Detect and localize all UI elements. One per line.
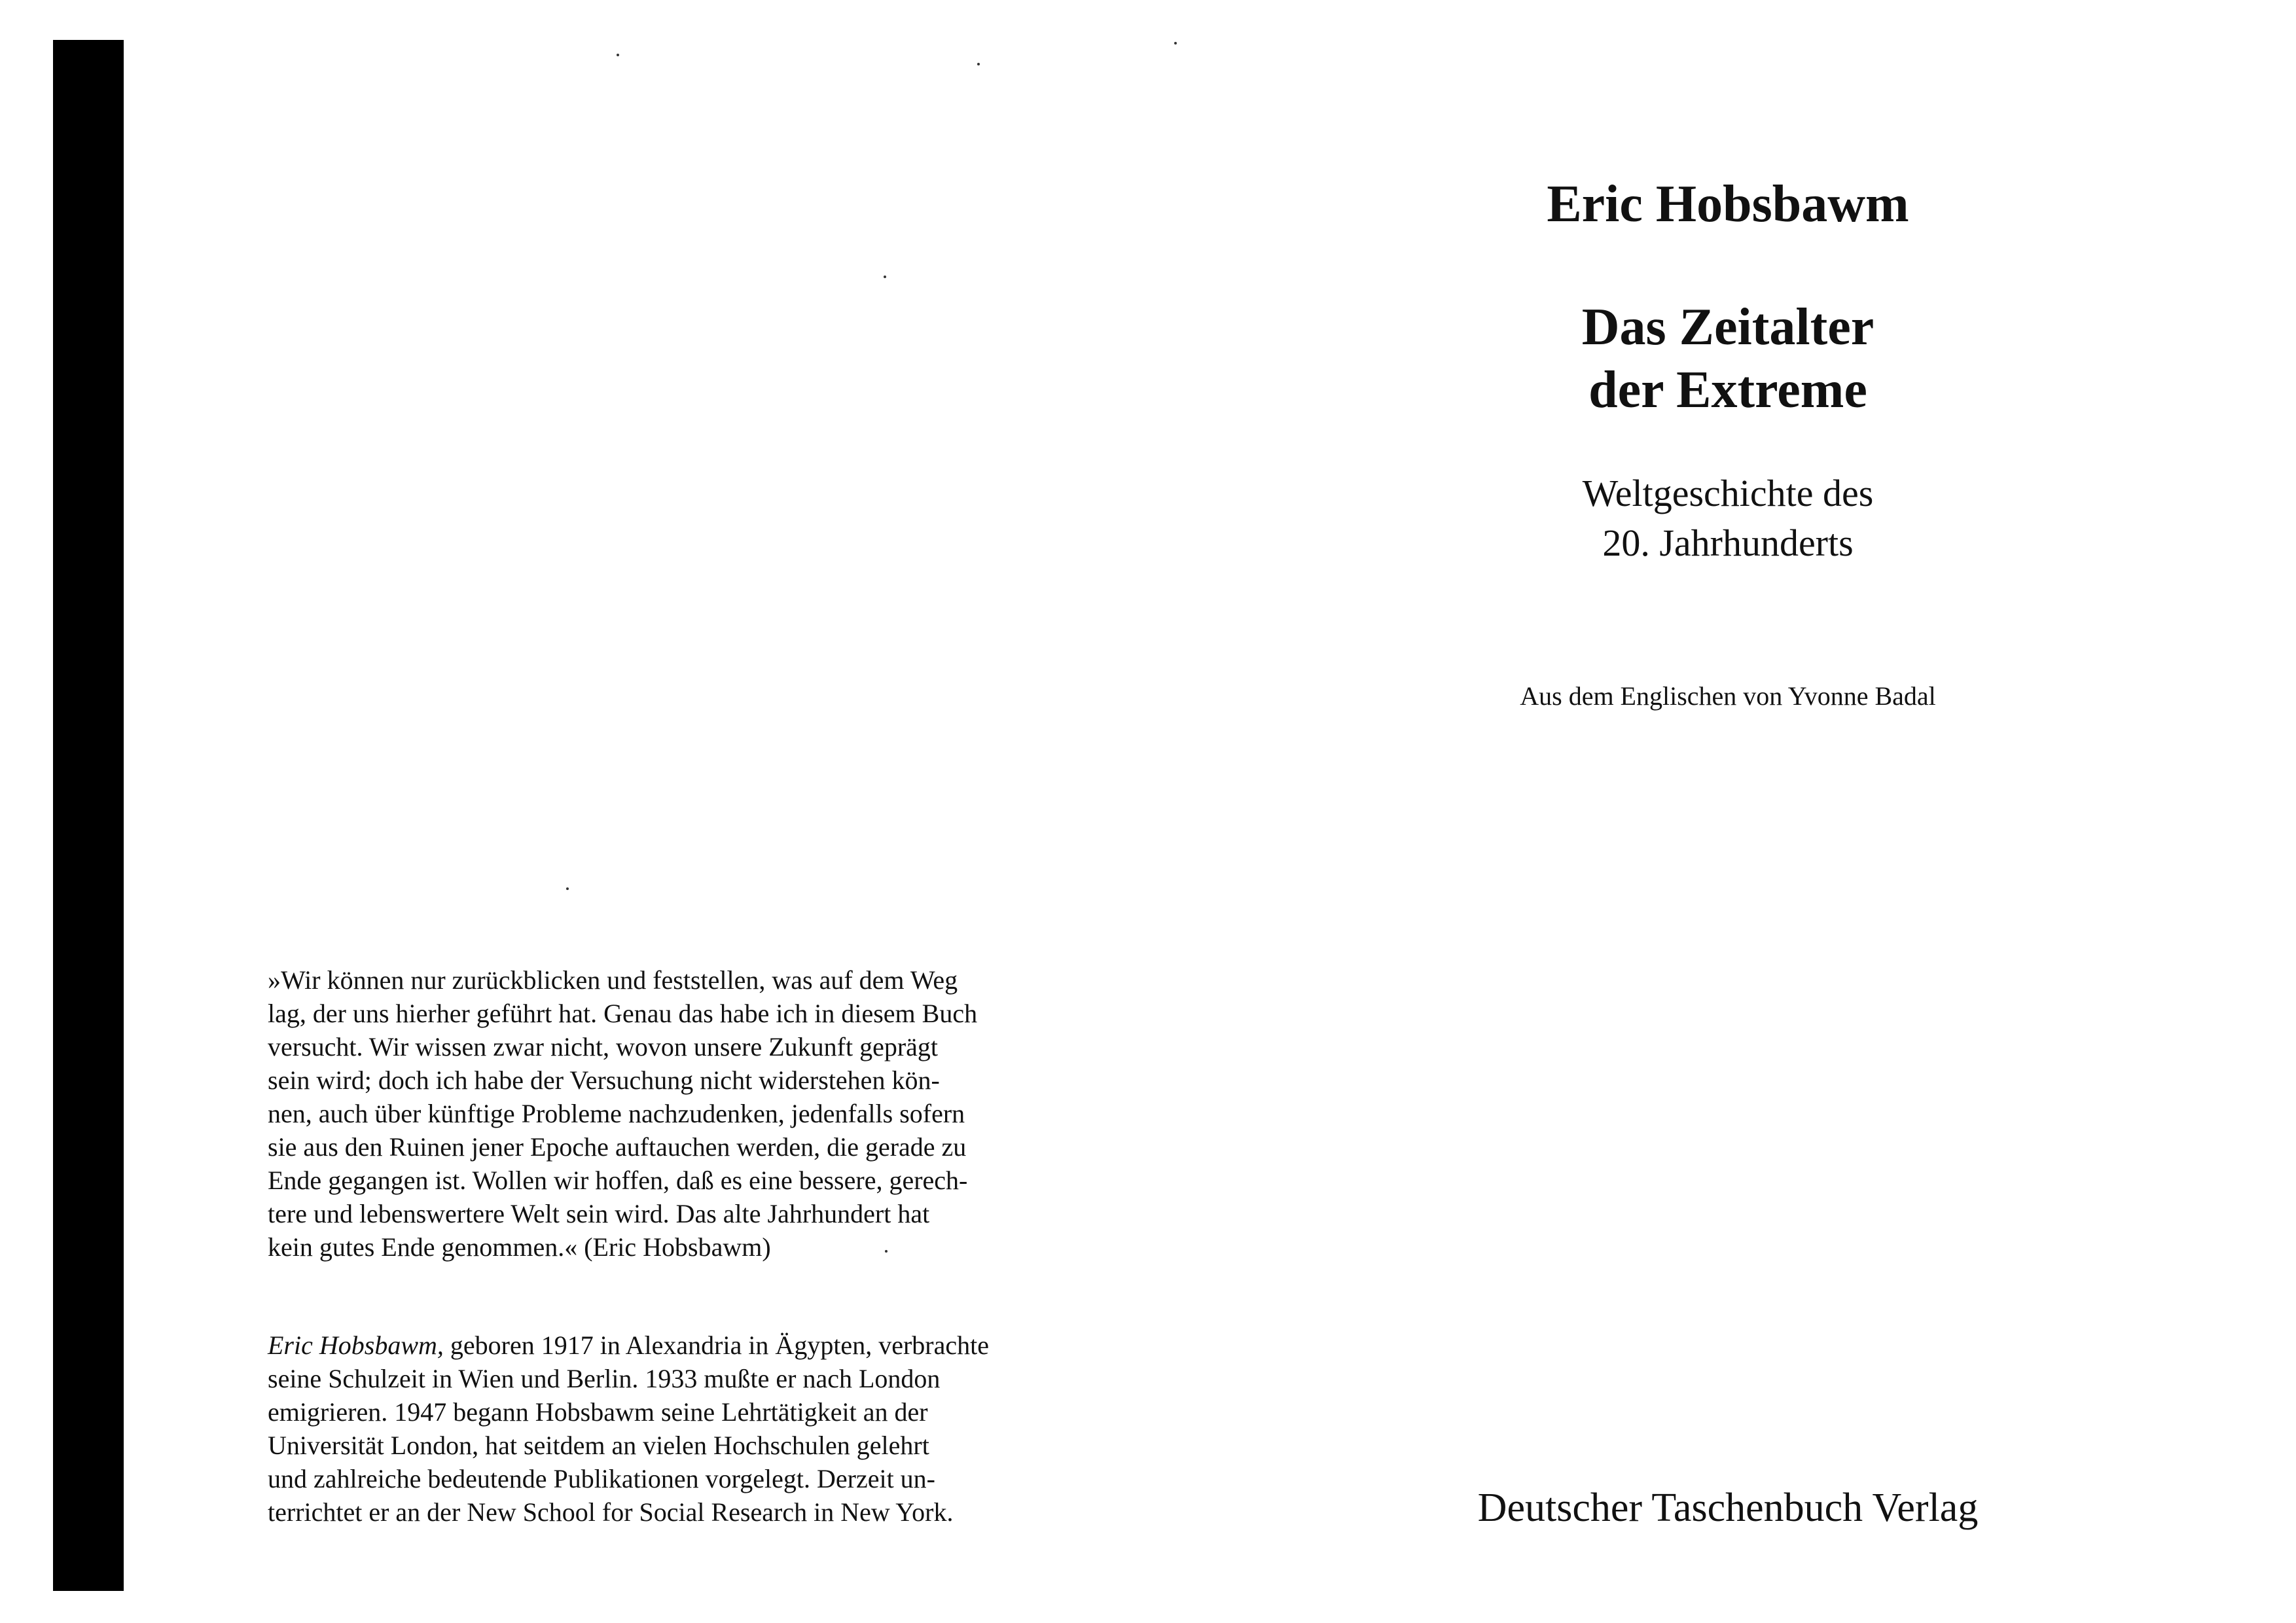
quote-line: tere und lebenswertere Welt sein wird. Das alte Jahrhundert hat: [268, 1199, 930, 1228]
bio-line: und zahlreiche bedeutende Publikationen vorgelegt. Derzeit un-: [268, 1464, 935, 1493]
book-subtitle: [1388, 469, 2068, 568]
bio-line: emigrieren. 1947 begann Hobsbawm seine Lehrtätigkeit an der: [268, 1397, 928, 1427]
quote-line: versucht. Wir wissen zwar nicht, wovon unsere Zukunft geprägt: [268, 1032, 939, 1061]
author-biography: [268, 1329, 1053, 1529]
book-subtitle-line: 20. Jahrhunderts: [1602, 522, 1854, 564]
author-name: Eric Hobsbawm: [1547, 175, 1909, 233]
publisher-name: Deutscher Taschenbuch Verlag: [1477, 1486, 1979, 1530]
book-title-line: Das Zeitalter: [1581, 298, 1874, 356]
quote-line: kein gutes Ende genommen.« (Eric Hobsbawm): [268, 1232, 771, 1262]
quote-line: »Wir können nur zurückblicken und feststellen, was auf dem Weg: [268, 965, 958, 995]
title-page: [1148, 0, 2296, 1623]
bio-line: seine Schulzeit in Wien und Berlin. 1933 mußte er nach London: [268, 1364, 941, 1393]
scan-speck: [977, 63, 980, 65]
back-cover-quote: [268, 963, 1053, 1264]
bio-line: terrichtet er an der New School for Social Research in New York.: [268, 1497, 954, 1527]
book-title-line: der Extreme: [1588, 361, 1867, 419]
bio-line-rest: geboren 1917 in Alexandria in Ägypten, verbrachte: [443, 1330, 989, 1360]
scan-speck: [617, 54, 619, 56]
quote-line: sie aus den Ruinen jener Epoche auftauchen werden, die gerade zu: [268, 1132, 967, 1162]
scan-speck: [885, 1250, 888, 1253]
scan-speck: [884, 276, 886, 278]
scan-speck: [566, 887, 569, 890]
book-subtitle-line: Weltgeschichte des: [1582, 472, 1874, 514]
quote-line: sein wird; doch ich habe der Versuchung nicht widerstehen kön-: [268, 1065, 940, 1095]
bio-line: Universität London, hat seitdem an vielen Hochschulen gelehrt: [268, 1431, 929, 1460]
translator-credit: Aus dem Englischen von Yvonne Badal: [1520, 681, 1936, 711]
book-title: [1388, 296, 2068, 421]
quote-line: Ende gegangen ist. Wollen wir hoffen, daß es eine bessere, gerech-: [268, 1166, 968, 1195]
bio-author-name: Eric Hobsbawm,: [268, 1330, 444, 1360]
quote-line: nen, auch über künftige Probleme nachzudenken, jedenfalls sofern: [268, 1099, 965, 1128]
bio-line: [268, 1329, 1053, 1362]
quote-line: lag, der uns hierher geführt hat. Genau das habe ich in diesem Buch: [268, 999, 978, 1028]
